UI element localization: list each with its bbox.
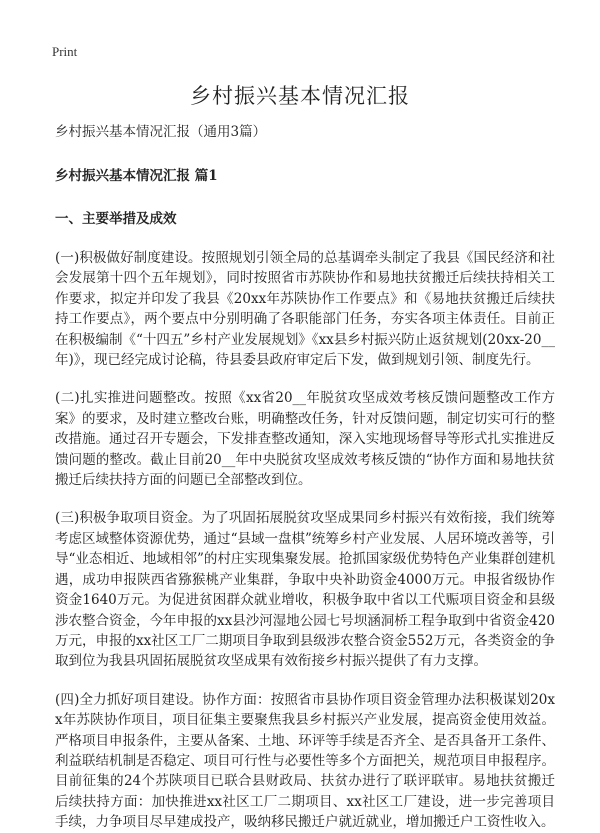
document-body: [55, 120, 555, 833]
print-link[interactable]: Print: [52, 44, 78, 59]
part-heading: 乡村振兴基本情况汇报 篇1: [55, 168, 218, 184]
section-heading: 一、主要举措及成效: [55, 211, 177, 227]
page-title: 乡村振兴基本情况汇报: [190, 84, 410, 108]
paragraph-1: (一)积极做好制度建设。按照规划引领全局的总基调牵头制定了我县《国民经济和社会发展第十四个五年规划》，同时按照省市苏陕协作和易地扶贫搬迁后续扶持相关工作要求，拟定并印发了我县《20xx年苏陕协作工作要点》和《易地扶贫搬迁后续扶持工作要点》，两个要点中分别明确了各职能部门任务，夯实各项主体责任。目前正在积极编制《“十四五”乡村产业发展规划》《xx县乡村振兴防止返贫规划(20xx-20__年)》，现已经完成讨论稿，待县委县政府审定后下发，做到规划引领、制度先行。: [55, 250, 555, 369]
paragraph-2: (二)扎实推进问题整改。按照《xx省20__年脱贫攻坚成效考核反馈问题整改工作方案》的要求，及时建立整改台账，明确整改任务，针对反馈问题，制定切实可行的整改措施。通过召开专题会，下发排查整改通知，深入实地现场督导等形式扎实推进反馈问题的整改。截止目前20__年中央脱贫攻坚成效考核反馈的“协作方面和易地扶贫搬迁后续扶持方面的问题已全部整改到位。: [55, 390, 555, 489]
paragraph-3: (三)积极争取项目资金。为了巩固拓展脱贫攻坚成果同乡村振兴有效衔接，我们统筹考虑区域整体资源优势，通过“县域一盘棋”统筹乡村产业发展、人居环境改善等，引导“业态相近、地域相邻”的村庄实现集聚发展。抢抓国家级优势特色产业集群创建机遇，成功申报陕西省猕猴桃产业集群，争取中央补助资金4000万元。申报省级协作资金1640万元。为促进贫困群众就业增收，积极争取中省以工代赈项目资金和县级涉农整合资金，今年申报的xx县沙河湿地公园七号坝涵洞桥工程争取到中省资金420万元，申报的xx社区工厂二期项目争取到县级涉农整合资金552万元，各类资金的争取到位为我县巩固拓展脱贫攻坚成果有效衔接乡村振兴提供了有力支撑。: [55, 510, 555, 670]
document-subtitle: 乡村振兴基本情况汇报（通用3篇）: [55, 124, 267, 140]
paragraph-4: (四)全力抓好项目建设。协作方面：按照省市县协作项目资金管理办法积极谋划20xx年苏陕协作项目，项目征集主要聚焦我县乡村振兴产业发展，提高资金使用效益。严格项目申报条件，主要从备案、土地、环评等手续是否齐全、是否具备开工条件、利益联结机制是否稳定、项目可行性与必要性等多个方面把关，规范项目申报程序。目前征集的24个苏陕项目已联合县财政局、扶贫办进行了联评联审。易地扶贫搬迁后续扶持方面：加快推进xx社区工厂二期项目、xx社区工厂建设，进一步完善项目手续，力争项目尽早建成投产，吸纳移民搬迁户就近就业，增加搬迁户工资性收入。: [55, 691, 555, 831]
